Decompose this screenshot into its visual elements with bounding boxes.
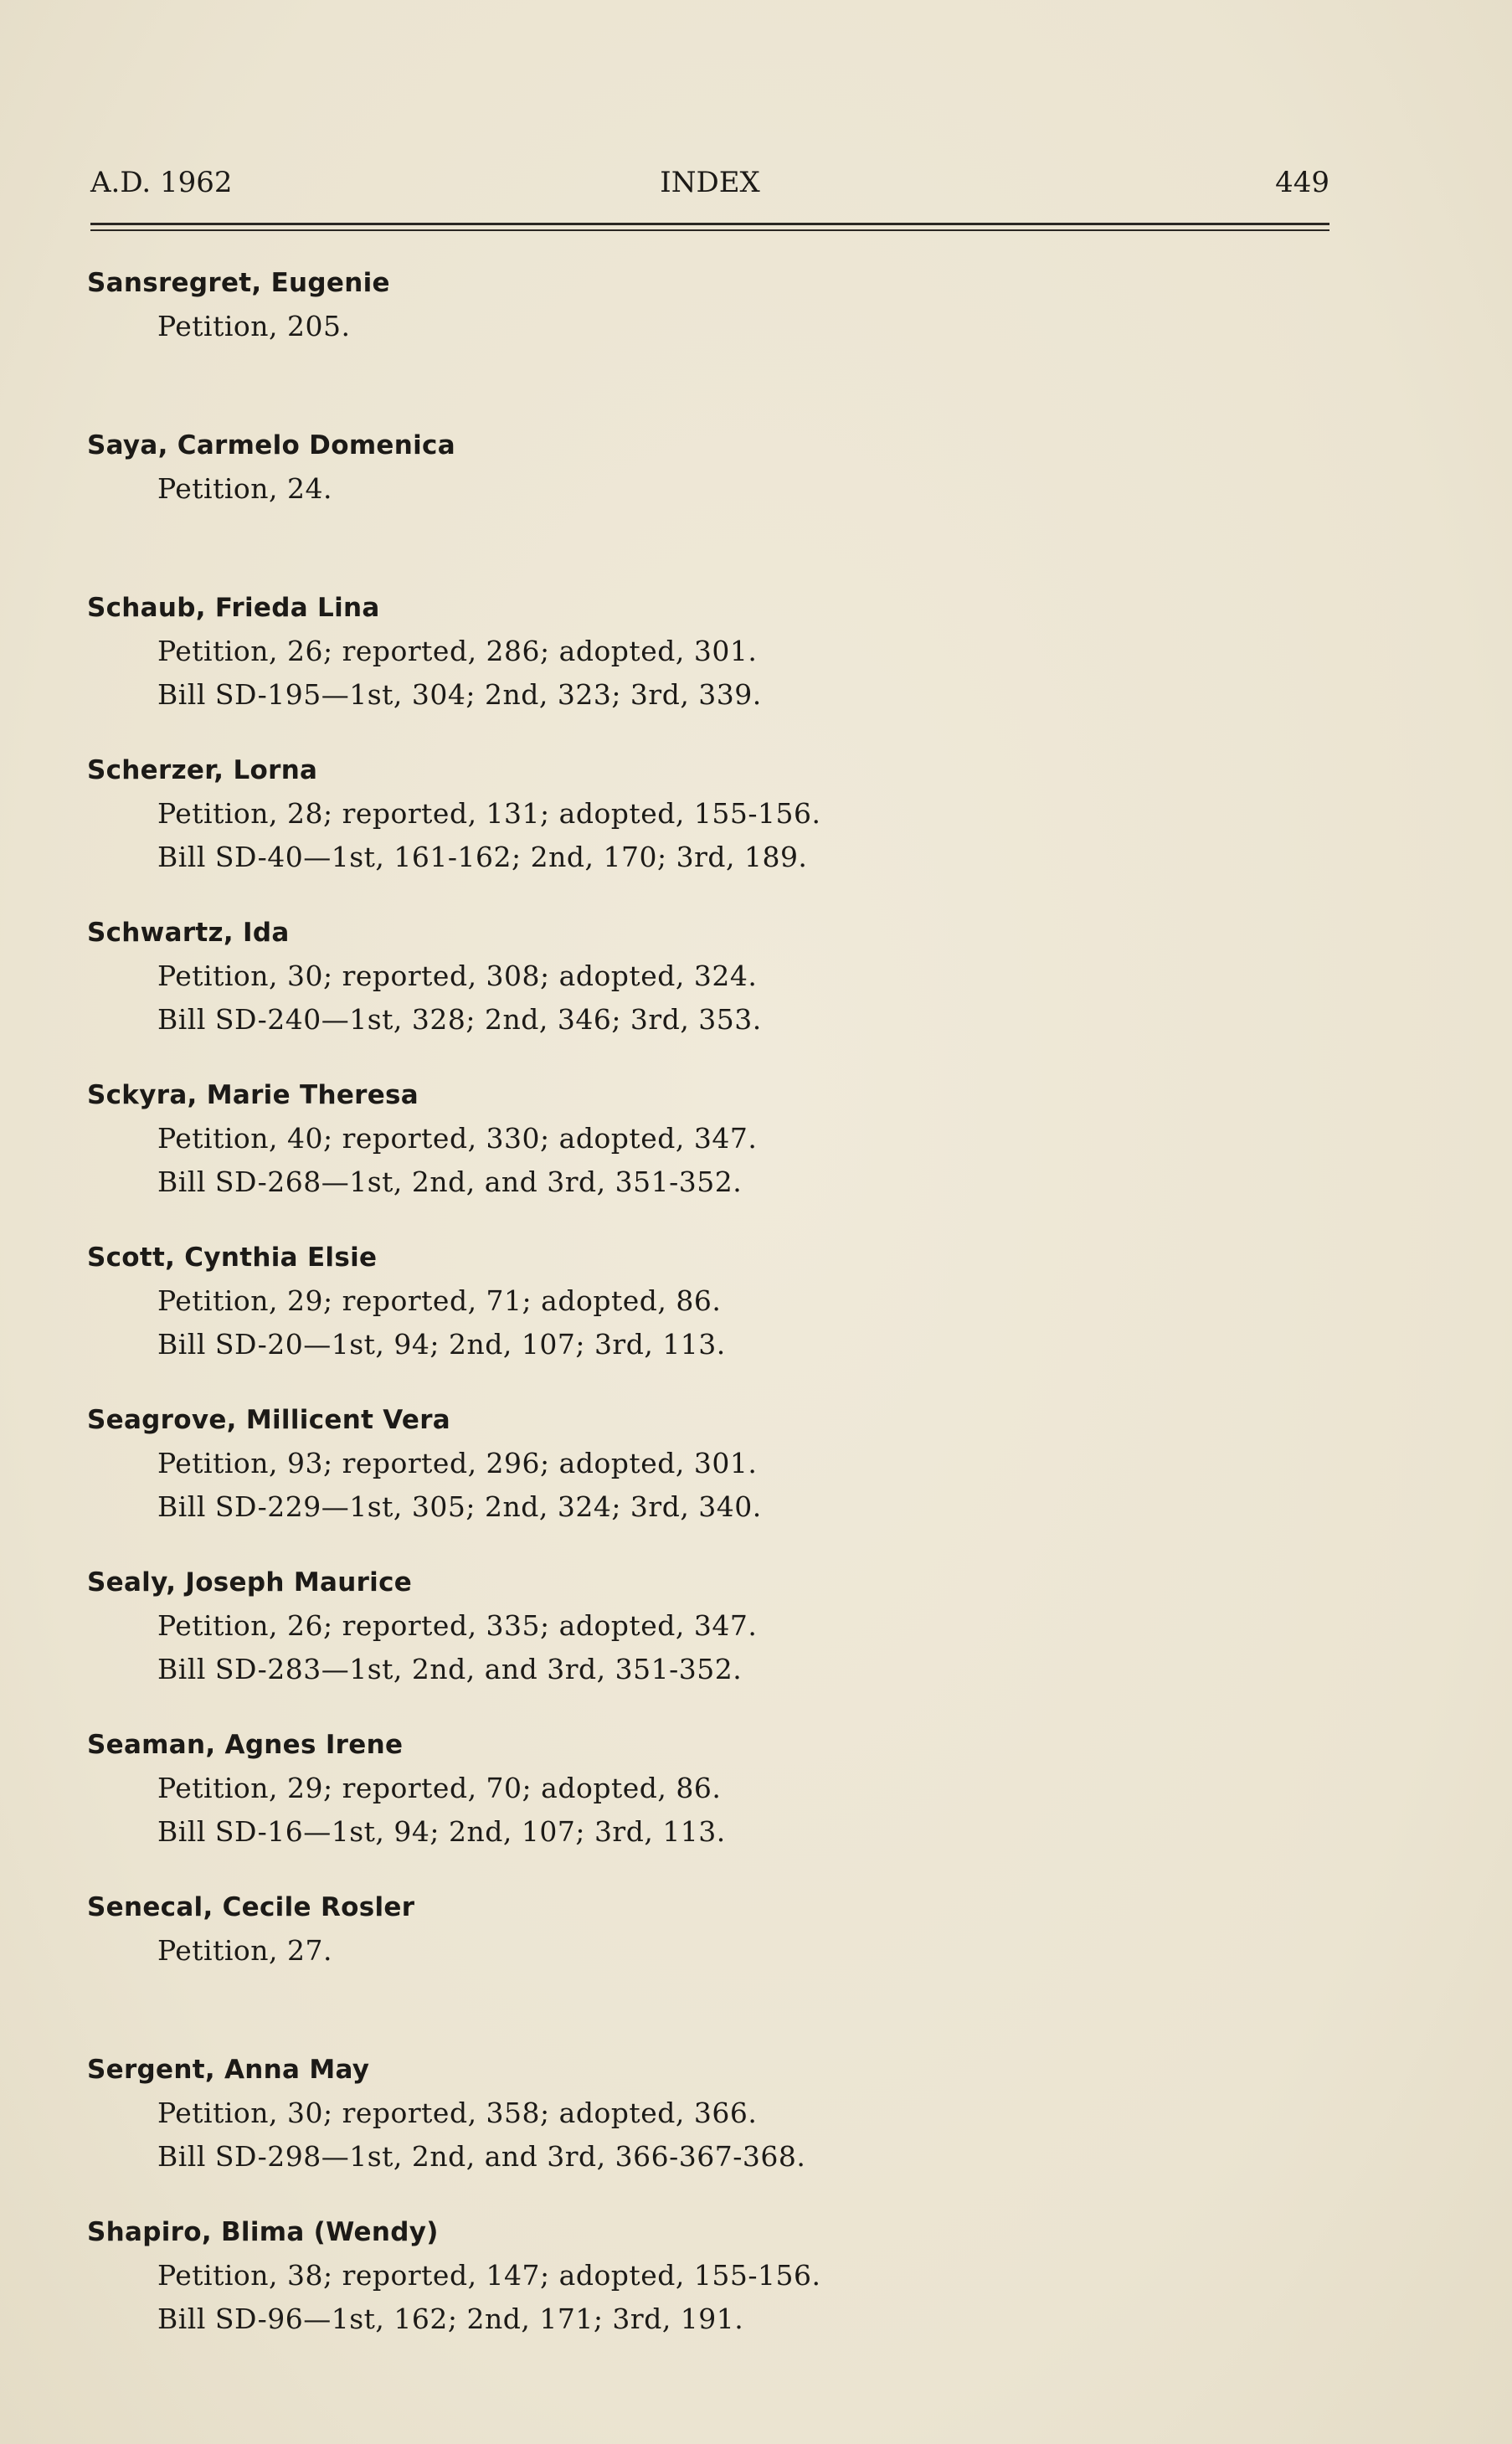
entry-bill: Bill SD-195—1st, 304; 2nd, 323; 3rd, 339. <box>157 678 762 711</box>
entry-name: Sckyra, Marie Theresa <box>87 1080 419 1110</box>
entry-name: Schaub, Frieda Lina <box>87 593 380 623</box>
entry-petition: Petition, 28; reported, 131; adopted, 155-156. <box>157 797 821 830</box>
entry-bill: Bill SD-229—1st, 305; 2nd, 324; 3rd, 340. <box>157 1490 762 1523</box>
entry-name: Senecal, Cecile Rosler <box>87 1892 415 1922</box>
index-entry <box>87 2048 1301 2210</box>
running-head <box>90 159 1329 206</box>
entry-petition: Petition, 26; reported, 286; adopted, 301. <box>157 635 758 667</box>
index-entry <box>87 1073 1301 1236</box>
index-entry <box>87 911 1301 1073</box>
entry-petition: Petition, 24. <box>157 472 332 505</box>
header-rule-bottom <box>90 229 1329 231</box>
entry-bill: Bill SD-96—1st, 162; 2nd, 171; 3rd, 191. <box>157 2303 744 2335</box>
entry-name: Shapiro, Blima (Wendy) <box>87 2217 439 2247</box>
entry-bill: Bill SD-20—1st, 94; 2nd, 107; 3rd, 113. <box>157 1328 726 1361</box>
entry-bill: Bill SD-16—1st, 94; 2nd, 107; 3rd, 113. <box>157 1815 726 1848</box>
index-entry <box>87 2210 1301 2373</box>
entry-petition: Petition, 93; reported, 296; adopted, 301. <box>157 1447 758 1479</box>
entry-name: Sealy, Joseph Maurice <box>87 1567 413 1598</box>
index-entry <box>87 424 1301 586</box>
entry-name: Scott, Cynthia Elsie <box>87 1243 378 1273</box>
entry-name: Seaman, Agnes Irene <box>87 1730 404 1760</box>
entry-petition: Petition, 27. <box>157 1934 332 1967</box>
entry-petition: Petition, 29; reported, 70; adopted, 86. <box>157 1772 722 1804</box>
entry-name: Sergent, Anna May <box>87 2055 370 2085</box>
entry-bill: Bill SD-240—1st, 328; 2nd, 346; 3rd, 353. <box>157 1003 762 1036</box>
index-entry <box>87 1886 1301 2048</box>
index-entry <box>87 261 1301 424</box>
entry-name: Scherzer, Lorna <box>87 755 318 785</box>
entry-petition: Petition, 40; reported, 330; adopted, 347. <box>157 1122 758 1155</box>
entry-name: Schwartz, Ida <box>87 918 290 948</box>
entry-bill: Bill SD-283—1st, 2nd, and 3rd, 351-352. <box>157 1653 743 1685</box>
header-year: A.D. 1962 <box>90 166 233 199</box>
entry-petition: Petition, 29; reported, 71; adopted, 86. <box>157 1284 722 1317</box>
index-entry <box>87 1398 1301 1561</box>
entry-petition: Petition, 205. <box>157 310 351 342</box>
entry-name: Saya, Carmelo Domenica <box>87 430 455 461</box>
entry-petition: Petition, 30; reported, 358; adopted, 366. <box>157 2097 758 2129</box>
index-entry <box>87 1561 1301 1723</box>
page-number: 449 <box>1275 166 1329 199</box>
index-entries <box>87 261 1301 2373</box>
index-entry <box>87 586 1301 749</box>
entry-petition: Petition, 26; reported, 335; adopted, 347. <box>157 1609 758 1642</box>
index-entry <box>87 1723 1301 1886</box>
entry-name: Seagrove, Millicent Vera <box>87 1405 451 1435</box>
entry-bill: Bill SD-298—1st, 2nd, and 3rd, 366-367-368. <box>157 2140 806 2173</box>
entry-bill: Bill SD-268—1st, 2nd, and 3rd, 351-352. <box>157 1165 743 1198</box>
entry-petition: Petition, 30; reported, 308; adopted, 324. <box>157 960 758 992</box>
index-entry <box>87 749 1301 911</box>
header-rule-top <box>90 223 1329 225</box>
entry-bill: Bill SD-40—1st, 161-162; 2nd, 170; 3rd, 189. <box>157 841 808 873</box>
entry-petition: Petition, 38; reported, 147; adopted, 155-156. <box>157 2259 821 2292</box>
entry-name: Sansregret, Eugenie <box>87 268 390 298</box>
header-title: INDEX <box>660 166 760 199</box>
index-entry <box>87 1236 1301 1398</box>
